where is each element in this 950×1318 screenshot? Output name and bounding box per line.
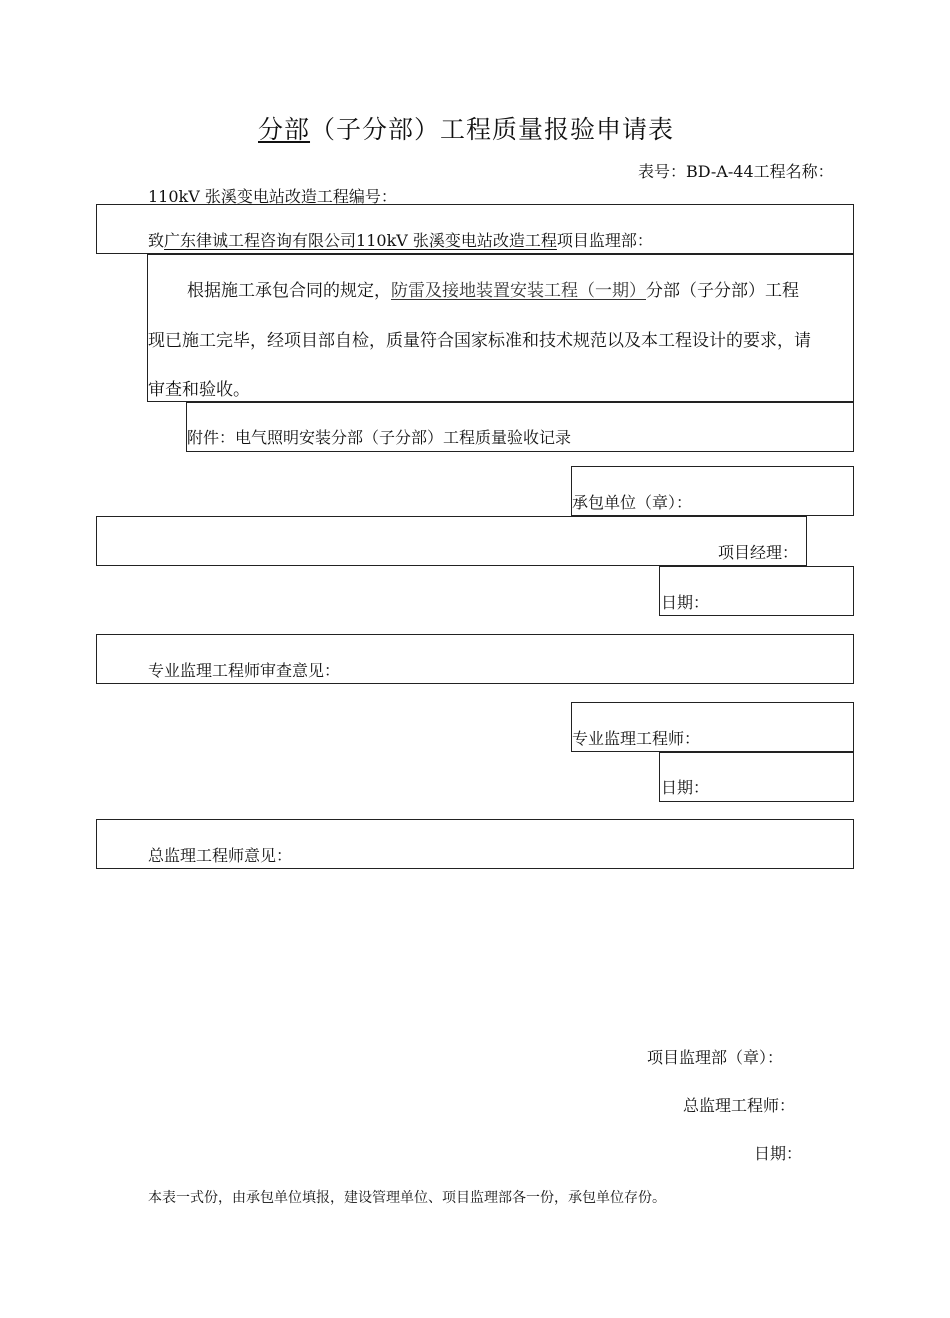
body-work-item: 防雷及接地装置安装工程（一期）	[391, 281, 646, 301]
engineer-signature-label: 专业监理工程师：	[572, 729, 701, 748]
title-part-2: （子分部）工程质量报验申请表	[310, 115, 675, 144]
project-manager-label: 项目经理：	[718, 543, 799, 562]
number-label: 编号：	[348, 187, 397, 206]
contractor-date-label: 日期：	[661, 593, 710, 612]
addressee-prefix: 致	[148, 231, 165, 250]
addressee-company-project	[164, 231, 557, 250]
project-name-label: 工程名称：	[753, 162, 834, 181]
form-number-line	[638, 159, 834, 182]
chief-signature-label: 总监理工程师：	[683, 1096, 796, 1115]
chief-date-label: 日期：	[754, 1144, 803, 1163]
body-line-2: 现已施工完毕，经项目部自检，质量符合国家标准和技术规范以及本工程设计的要求，请	[148, 331, 811, 351]
body-line-3: 审查和验收。	[148, 380, 250, 400]
body-line-1-post: 分部（子分部）工程	[646, 281, 799, 301]
footnote: 本表一式份，由承包单位填报，建设管理单位、项目监理部各一份，承包单位存份。	[148, 1190, 666, 1206]
addressee-project: 110kV 张溪变电站改造工程	[356, 231, 557, 250]
supervision-dept-seal-label: 项目监理部（章）：	[647, 1048, 784, 1067]
body-line-1-pre: 根据施工承包合同的规定，	[187, 281, 391, 301]
body-line-1	[187, 276, 799, 301]
engineer-date-label: 日期：	[661, 778, 710, 797]
addressee-line	[148, 228, 653, 251]
form-number-label: 表号：	[638, 162, 687, 181]
engineer-opinion-label: 专业监理工程师审查意见：	[148, 661, 341, 680]
project-manager-box	[96, 516, 807, 566]
page-title	[258, 110, 674, 146]
title-part-1: 分部	[258, 115, 311, 144]
contractor-unit-label: 承包单位（章）：	[572, 493, 693, 512]
attachment-text: 附件：电气照明安装分部（子分部）工程质量验收记录	[187, 428, 572, 447]
project-name-value: 110kV 张溪变电站改造工程	[148, 187, 349, 206]
addressee-suffix: 项目监理部：	[556, 231, 653, 250]
addressee-company: 广东律诚工程咨询有限公司	[164, 231, 357, 250]
chief-opinion-label: 总监理工程师意见：	[148, 846, 293, 865]
form-number-value: BD-A-44	[686, 162, 754, 181]
